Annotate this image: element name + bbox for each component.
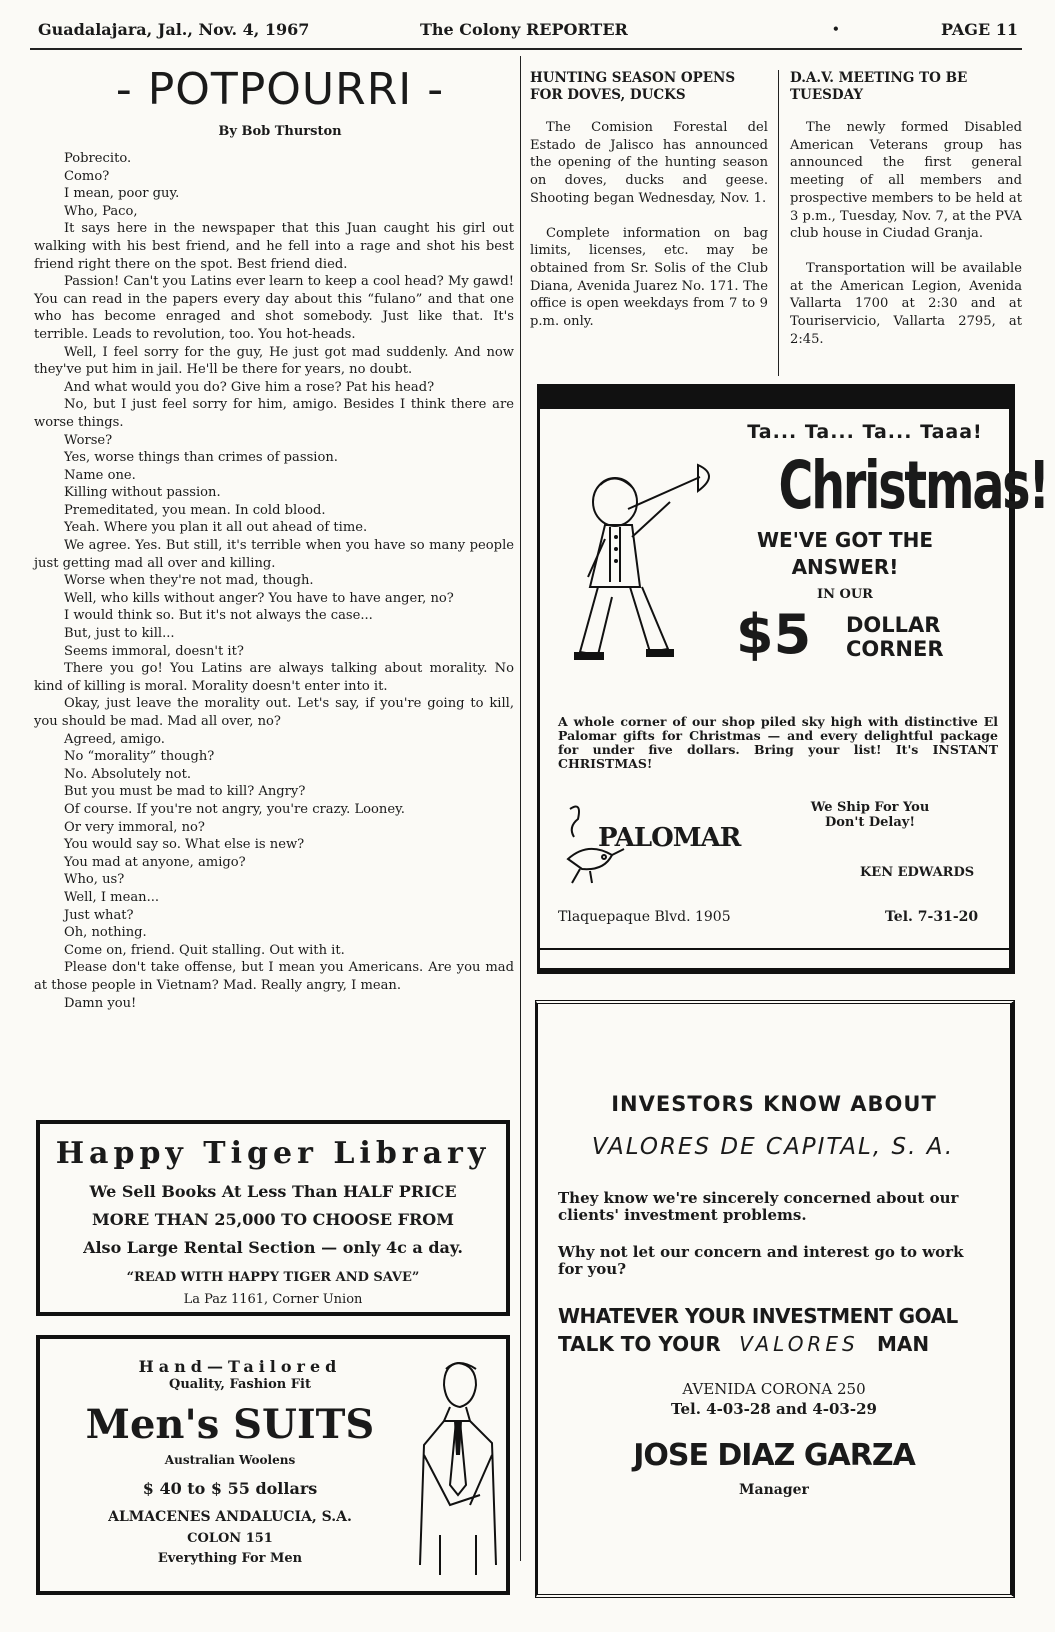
- dav-paragraph: The newly formed Disabled American Veterans group has announced the first general meeting of all members and prospective members to be held at 3 p.m., Tuesday, Nov. 7, at the PVA club house in Ciudad Granja.: [790, 120, 1022, 242]
- valores-goal-line1: WHATEVER YOUR INVESTMENT GOAL: [558, 1304, 958, 1328]
- story-paragraph: Pobrecito.: [64, 151, 132, 166]
- story-paragraph: No “morality” though?: [64, 749, 215, 765]
- dav-paragraph: Transportation will be available at the American Legion, Avenida Vallarta 1700 at 2:30 and at Touriservicio, Vallarta 2795, at 2:45.: [790, 260, 1022, 347]
- story-paragraph: Worse?: [64, 432, 113, 448]
- potpourri-title: - POTPOURRI -: [115, 64, 445, 115]
- valores-phones: Tel. 4-03-28 and 4-03-29: [671, 1400, 877, 1418]
- story-paragraph: Yes, worse things than crimes of passion.: [64, 450, 338, 466]
- palomar-manager: KEN EDWARDS: [860, 865, 975, 880]
- palomar-address: Tlaquepaque Blvd. 1905: [558, 909, 731, 925]
- story-paragraph: Premeditated, you mean. In cold blood.: [64, 502, 326, 518]
- palomar-dollar: DOLLAR: [846, 613, 941, 637]
- ad-bottom-rule: [540, 948, 1009, 950]
- hunting-headline: HUNTING SEASON OPENS FOR DOVES, DUCKS: [530, 70, 736, 103]
- palomar-logo: [560, 799, 740, 889]
- ad-top-band: [540, 387, 1009, 409]
- story-paragraph: Oh, nothing.: [64, 925, 147, 941]
- masthead: [38, 20, 1018, 44]
- tiger-line1: We Sell Books At Less Than HALF PRICE: [89, 1182, 457, 1201]
- story-paragraph: Como?: [64, 168, 110, 184]
- tiger-ad: [36, 1120, 510, 1316]
- suits-title: Men's SUITS: [85, 1401, 375, 1448]
- story-paragraph: Okay, just leave the morality out. Let's say, if you're going to kill, you should be mad. Mad all over, no?: [34, 696, 514, 729]
- suits-price: $ 40 to $ 55 dollars: [142, 1479, 318, 1498]
- story-paragraph: But you must be mad to kill? Angry?: [64, 784, 306, 800]
- valores-man: MAN: [877, 1332, 930, 1356]
- suits-woolens: Australian Woolens: [164, 1453, 296, 1467]
- suits-tailored: Hand—Tailored: [138, 1357, 342, 1376]
- valores-talk: TALK TO YOUR: [558, 1332, 721, 1356]
- hunting-brief: [530, 70, 768, 348]
- palomar-corner: CORNER: [846, 637, 944, 661]
- valores-address: AVENIDA CORONA 250: [682, 1380, 866, 1398]
- story-paragraph: Seems immoral, doesn't it?: [64, 643, 244, 659]
- masthead-rule: [30, 48, 1022, 50]
- valores-headline: INVESTORS KNOW ABOUT: [611, 1092, 937, 1116]
- story-paragraph: Damn you!: [64, 995, 137, 1011]
- palomar-body: A whole corner of our shop piled sky high with distinctive El Palomar gifts for Christmas — and every delightful package for under five dollars. Bring your list! It's INSTANT CHRISTMAS!: [558, 714, 998, 771]
- story-paragraph: Just what?: [64, 907, 134, 923]
- palomar-answer: WE'VE GOT THE ANSWER!: [756, 528, 933, 579]
- story-paragraph: There you go! You Latins are always talking about morality. No kind of killing is moral. Morality doesn't enter into it.: [34, 661, 514, 694]
- story-paragraph: Well, who kills without anger? You have to have anger, no?: [64, 590, 454, 606]
- palomar-in-our: IN OUR: [817, 587, 873, 602]
- man-illustration: [410, 1355, 506, 1581]
- palomar-ad: [537, 384, 1048, 974]
- valores-manager-title: Manager: [739, 1482, 809, 1498]
- story-paragraph: Come on, friend. Quit stalling. Out with it.: [64, 942, 345, 958]
- suits-quality: Quality, Fashion Fit: [169, 1377, 311, 1392]
- tiger-address: La Paz 1161, Corner Union: [183, 1292, 363, 1307]
- story-paragraph: It says here in the newspaper that this Juan caught his girl out walking with his best friend, and he fell into a rage and shot his best friend right there on the spot. Best friend died.: [34, 221, 514, 272]
- story-paragraph: Or very immoral, no?: [64, 819, 205, 835]
- story-paragraph: Who, us?: [64, 872, 125, 888]
- story-paragraph: Who, Paco,: [64, 203, 138, 219]
- hunting-paragraph: Complete information on bag limits, licenses, etc. may be obtained from Sr. Solis of the Club Diana, Avenida Juarez No. 171. The office is open weekdays from 7 to 9 p.m. only.: [530, 225, 768, 330]
- tiger-slogan: “READ WITH HAPPY TIGER AND SAVE”: [126, 1270, 420, 1285]
- suits-street: COLON 151: [187, 1531, 273, 1546]
- story-paragraph: Well, I mean...: [64, 889, 160, 905]
- palomar-headline: Christmas!: [778, 447, 1048, 524]
- story-paragraph: Well, I feel sorry for the guy, He just got mad suddenly. And now they've put him in jail. He'll be there for years, no doubt.: [34, 344, 514, 378]
- story-paragraph: Worse when they're not mad, though.: [64, 573, 314, 589]
- story-paragraph: And what would you do? Give him a rose? Pat his head?: [64, 379, 435, 395]
- tiger-line2: MORE THAN 25,000 TO CHOOSE FROM: [92, 1210, 454, 1229]
- story-paragraph: Agreed, amigo.: [64, 731, 165, 747]
- trumpeter-illustration: [560, 457, 730, 697]
- story-paragraph: Of course. If you're not angry, you're crazy. Looney.: [64, 801, 405, 817]
- dateline: Guadalajara, Jal., Nov. 4, 1967: [38, 20, 310, 39]
- hunting-paragraph: The Comision Forestal del Estado de Jalisco has announced the opening of the hunting season on doves, ducks and geese. Shooting began Wednesday, Nov. 1.: [530, 120, 768, 206]
- story-paragraph: No, but I just feel sorry for him, amigo. Besides I think there are worse things.: [34, 397, 514, 430]
- story-paragraph: I mean, poor guy.: [64, 186, 180, 202]
- paper-name: The Colony REPORTER: [420, 20, 628, 39]
- ornament-dot-icon: •: [832, 22, 840, 36]
- palomar-phone: Tel. 7-31-20: [885, 909, 979, 925]
- story-paragraph: You would say so. What else is new?: [64, 837, 305, 853]
- palomar-tagline: Ta... Ta... Ta... Taaa!: [747, 421, 983, 443]
- dav-body: [790, 119, 1022, 348]
- story-paragraph: You mad at anyone, amigo?: [64, 854, 246, 870]
- tiger-title: Happy Tiger Library: [55, 1136, 491, 1171]
- valores-manager-name: JOSE DIAZ GARZA: [633, 1438, 915, 1473]
- valores-company: VALORES DE CAPITAL, S. A.: [591, 1134, 955, 1160]
- story-paragraph: Killing without passion.: [64, 485, 221, 501]
- valores-goal-line2: [558, 1332, 998, 1356]
- dav-brief: [790, 70, 1022, 365]
- story-paragraph: No. Absolutely not.: [64, 766, 191, 782]
- story-paragraph: Yeah. Where you plan it all out ahead of time.: [64, 520, 368, 536]
- page-number: PAGE 11: [941, 20, 1018, 39]
- suits-store: ALMACENES ANDALUCIA, S.A.: [108, 1509, 352, 1525]
- potpourri-byline: By Bob Thurston: [218, 124, 342, 139]
- column-divider-briefs: [778, 70, 779, 376]
- valores-name-italic: VALORES: [739, 1332, 859, 1356]
- story-paragraph: Name one.: [64, 467, 136, 483]
- story-paragraph: But, just to kill...: [64, 626, 175, 642]
- hunting-body: [530, 119, 768, 331]
- valores-para1: They know we're sincerely concerned about our clients' investment problems.: [558, 1189, 959, 1224]
- palomar-logo-text: PALOMAR: [598, 823, 741, 853]
- suits-everything: Everything For Men: [157, 1551, 303, 1566]
- column-divider: [520, 56, 521, 1561]
- tiger-line3: Also Large Rental Section — only 4c a day.: [83, 1238, 463, 1257]
- dav-headline: D.A.V. MEETING TO BE TUESDAY: [790, 70, 968, 103]
- story-paragraph: Please don't take offense, but I mean you Americans. Are you mad at those people in Vietnam? Mad. Really angry, I mean.: [34, 960, 514, 993]
- story-paragraph: I would think so. But it's not always the case...: [64, 608, 373, 624]
- story-paragraph: Passion! Can't you Latins ever learn to keep a cool head? My gawd! You can read in the papers every day about this “fulano” and that one who has become enraged and shot somebody. Just like that. It's terrible. Leads to revolution, too. You hot-heads.: [34, 274, 514, 342]
- valores-ad: [535, 1000, 1015, 1598]
- story-paragraph: We agree. Yes. But still, it's terrible when you have so many people just getting mad all over and killing.: [34, 538, 514, 571]
- palomar-ship: We Ship For You Don't Delay!: [810, 800, 930, 830]
- potpourri-story: [34, 150, 514, 1012]
- valores-para2: Why not let our concern and interest go to work for you?: [558, 1243, 964, 1278]
- suits-ad: [36, 1335, 510, 1595]
- palomar-amount: $5: [736, 603, 812, 666]
